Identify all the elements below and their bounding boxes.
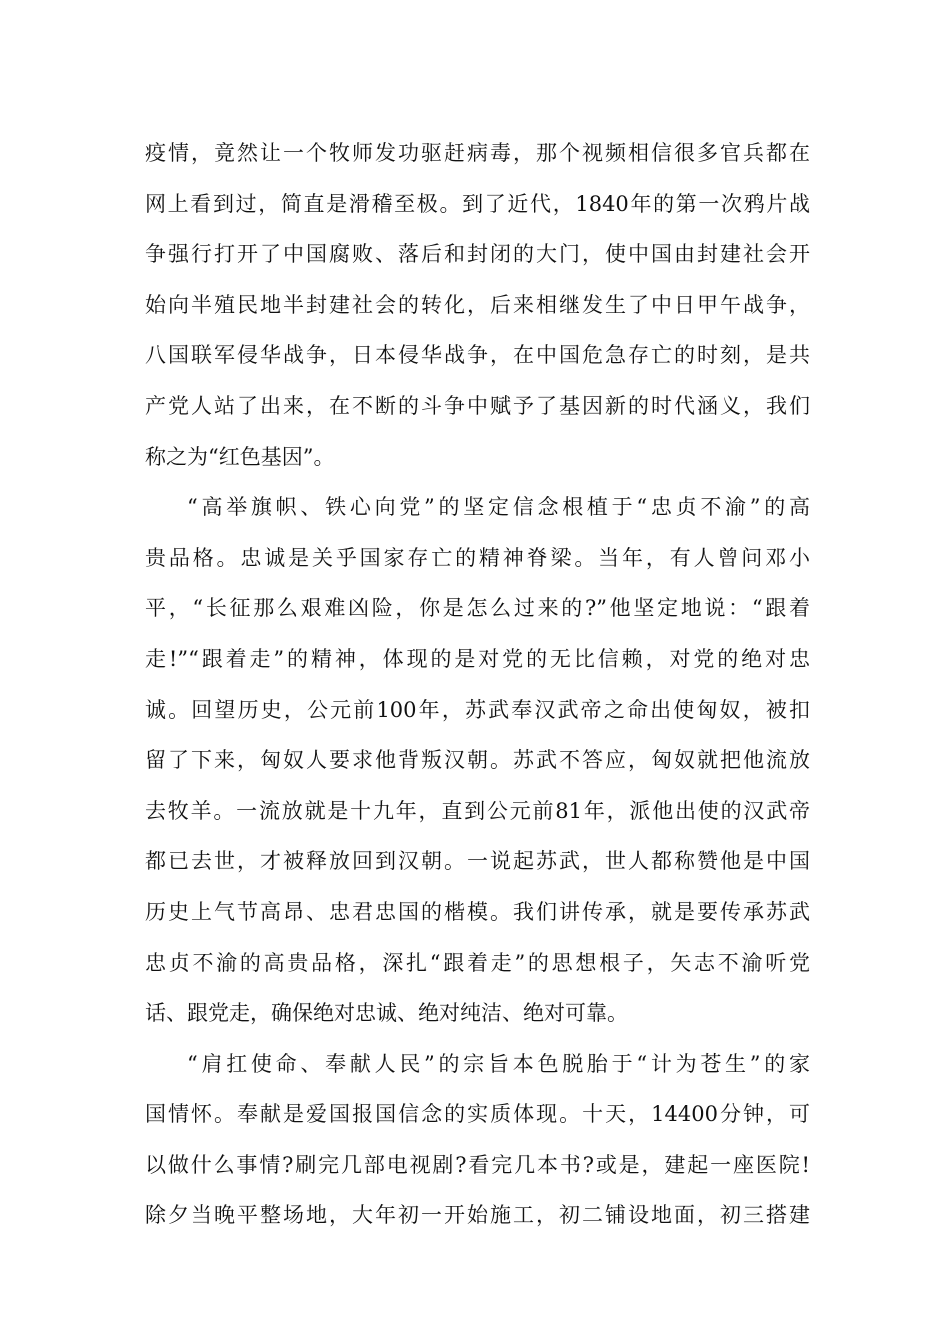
body-text bbox=[145, 128, 810, 1241]
text-line: 网上看到过，简直是滑稽至极。到了近代，1840年的第一次鸦片战 bbox=[145, 191, 810, 216]
paragraph-3 bbox=[145, 1039, 810, 1241]
text-line: “肩扛使命、奉献人民”的宗旨本色脱胎于“计为苍生”的家 bbox=[187, 1051, 810, 1076]
paragraph-1 bbox=[145, 128, 810, 482]
text-line: 留了下来，匈奴人要求他背叛汉朝。苏武不答应，匈奴就把他流放 bbox=[145, 748, 810, 773]
text-line: 走!”“跟着走”的精神，体现的是对党的无比信赖，对党的绝对忠 bbox=[145, 646, 810, 671]
text-line: 争强行打开了中国腐败、落后和封闭的大门，使中国由封建社会开 bbox=[145, 242, 810, 267]
text-line: 贵品格。忠诚是关乎国家存亡的精神脊梁。当年，有人曾问邓小 bbox=[145, 545, 810, 570]
text-line: 称之为“红色基因”。 bbox=[145, 444, 335, 469]
text-line: 历史上气节高昂、忠君忠国的楷模。我们讲传承，就是要传承苏武 bbox=[145, 899, 810, 924]
paragraph-2 bbox=[145, 482, 810, 1039]
text-line: 国情怀。奉献是爱国报国信念的实质体现。十天，14400分钟，可 bbox=[145, 1102, 810, 1127]
text-line: 以做什么事情?刷完几部电视剧?看完几本书?或是，建起一座医院! bbox=[145, 1152, 810, 1177]
text-line: 诚。回望历史，公元前100年，苏武奉汉武帝之命出使匈奴，被扣 bbox=[145, 697, 810, 722]
text-line: 八国联军侵华战争，日本侵华战争，在中国危急存亡的时刻，是共 bbox=[145, 343, 810, 368]
text-line: 去牧羊。一流放就是十九年，直到公元前81年，派他出使的汉武帝 bbox=[145, 798, 810, 823]
text-line: “高举旗帜、铁心向党”的坚定信念根植于“忠贞不渝”的高 bbox=[187, 495, 810, 520]
text-line: 除夕当晚平整场地，大年初一开始施工，初二铺设地面，初三搭建 bbox=[145, 1203, 810, 1228]
text-line: 产党人站了出来，在不断的斗争中赋予了基因新的时代涵义，我们 bbox=[145, 393, 810, 418]
text-line: 都已去世，才被释放回到汉朝。一说起苏武，世人都称赞他是中国 bbox=[145, 849, 810, 874]
text-line: 疫情，竟然让一个牧师发功驱赶病毒，那个视频相信很多官兵都在 bbox=[145, 141, 810, 165]
text-line: 忠贞不渝的高贵品格，深扎“跟着走”的思想根子，矢志不渝听党 bbox=[145, 950, 810, 975]
text-line: 始向半殖民地半封建社会的转化，后来相继发生了中日甲午战争， bbox=[145, 292, 810, 317]
text-line: 话、跟党走，确保绝对忠诚、绝对纯洁、绝对可靠。 bbox=[145, 1001, 628, 1026]
text-line: 平，“长征那么艰难凶险，你是怎么过来的?”他坚定地说：“跟着 bbox=[145, 596, 810, 621]
